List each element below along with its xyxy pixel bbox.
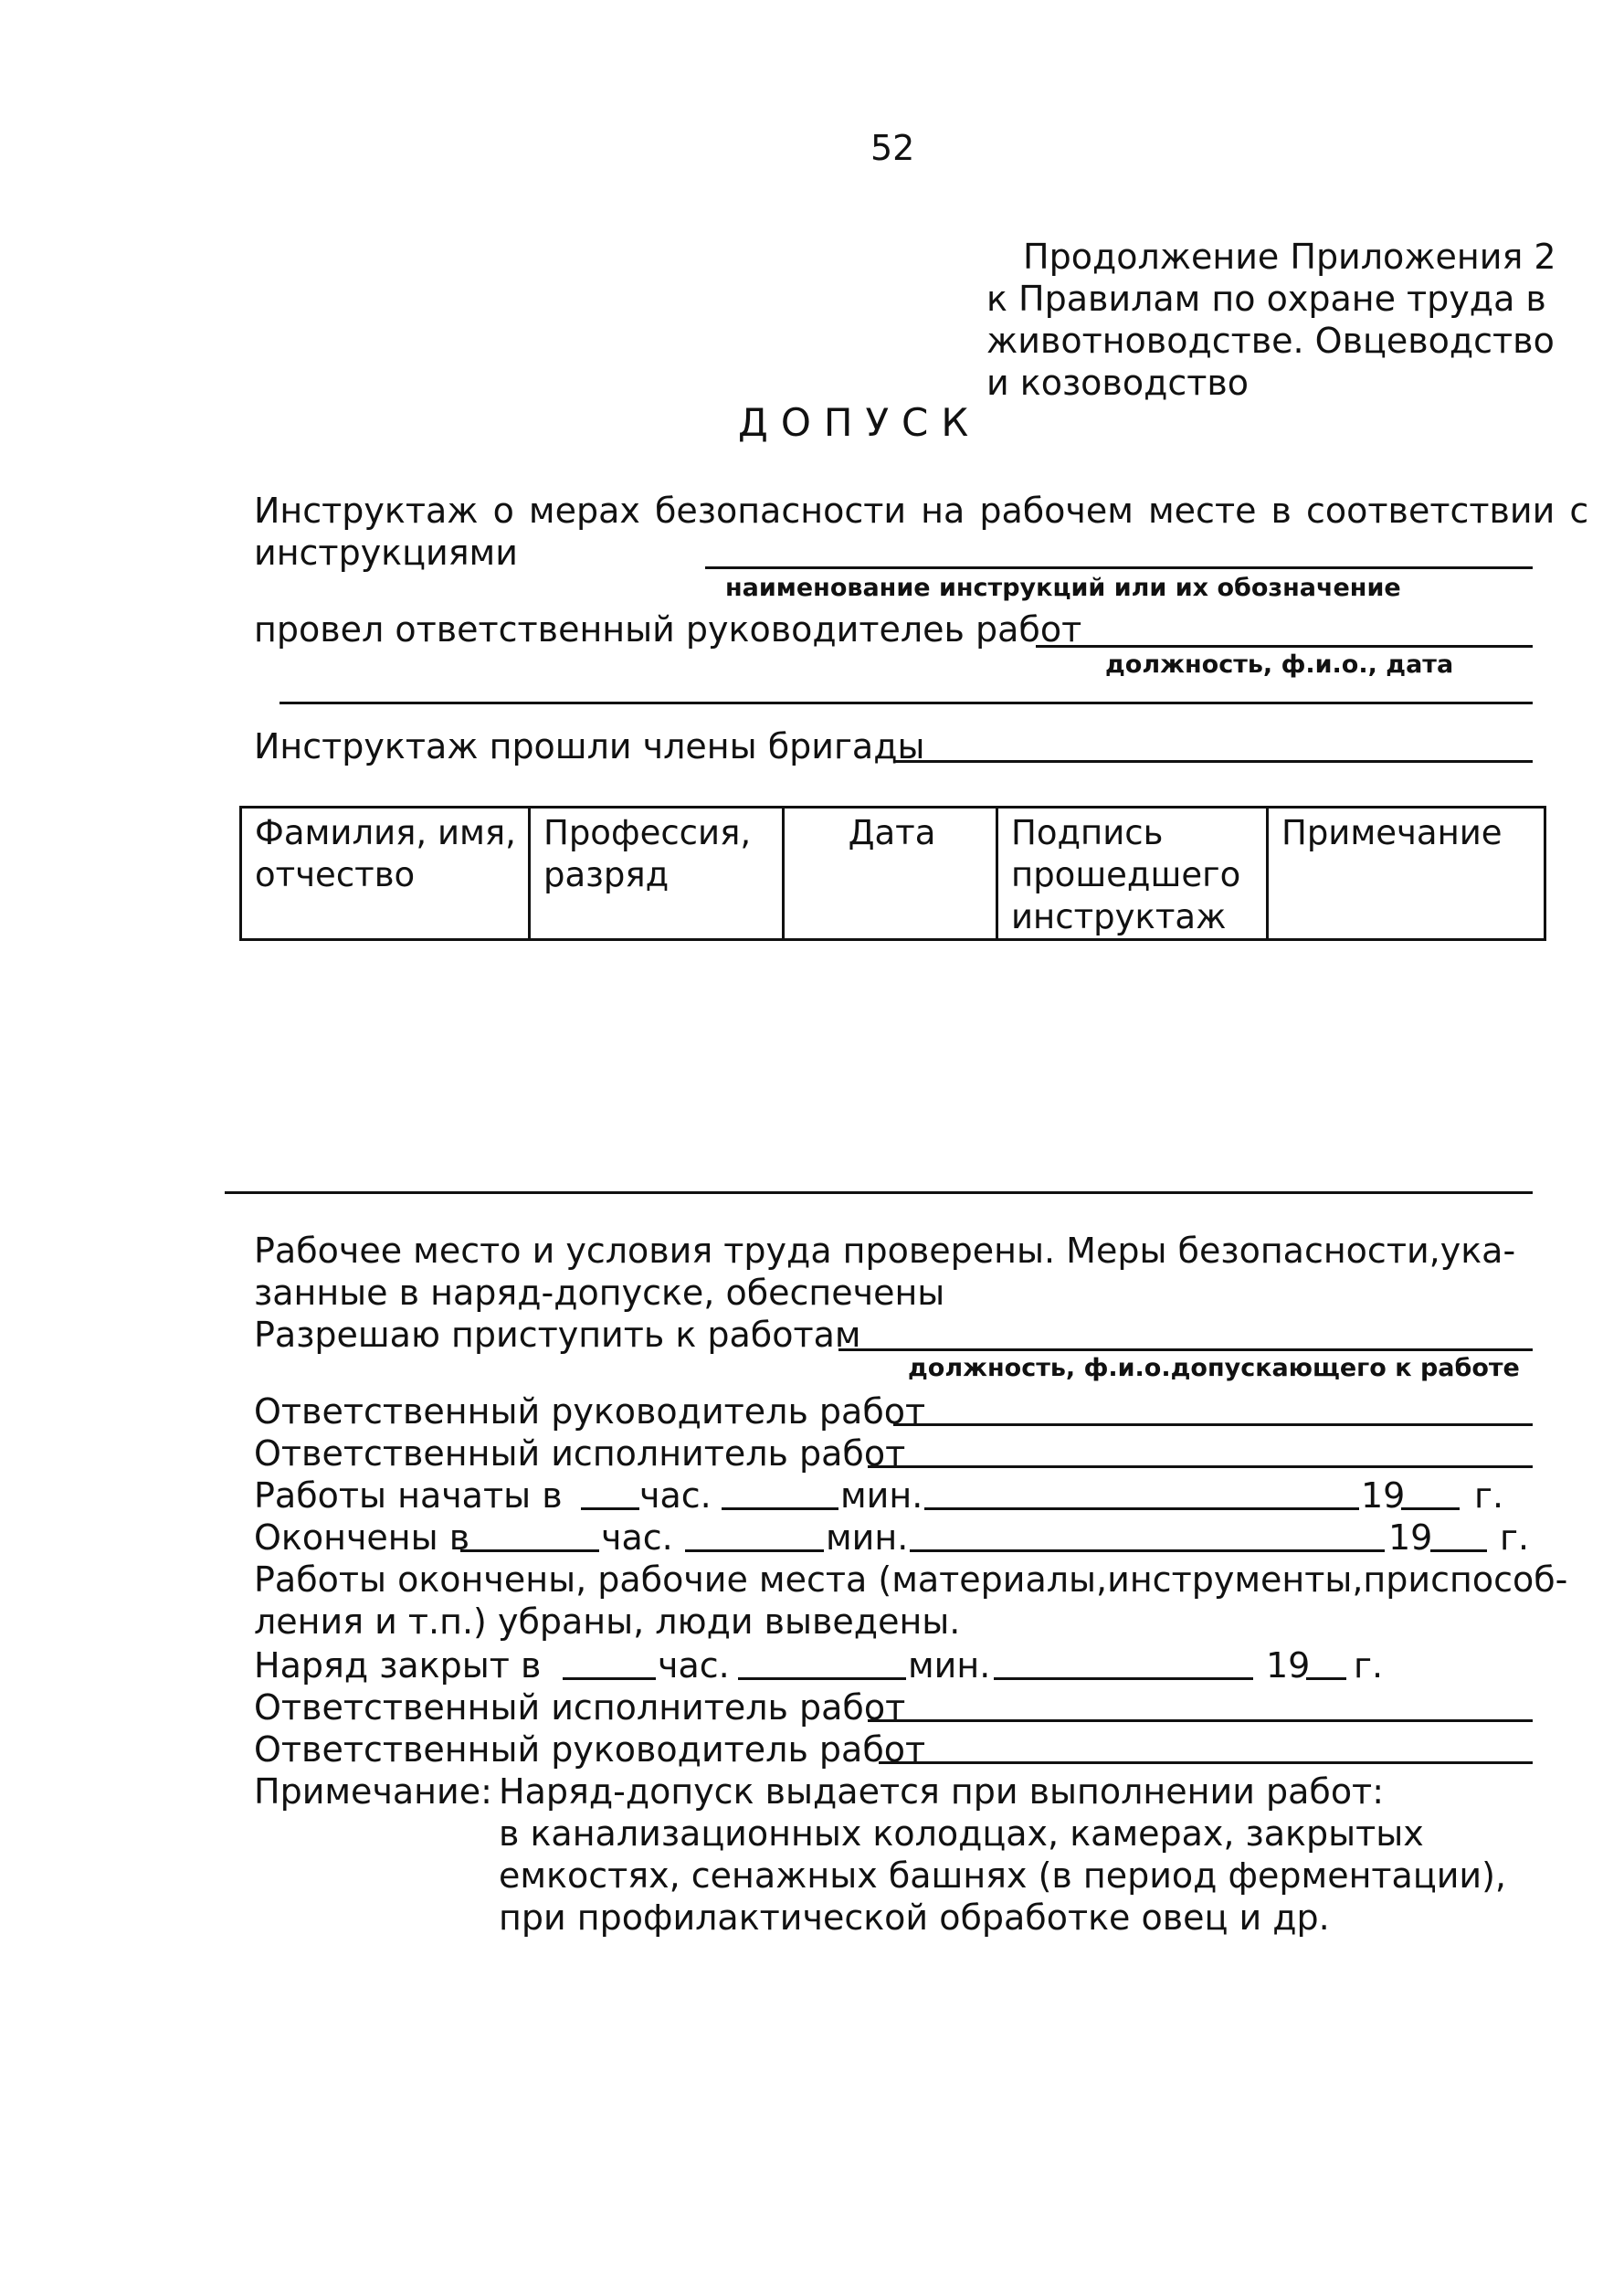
- started-year-prefix: 19: [1361, 1475, 1406, 1516]
- ended-year-suffix: г.: [1500, 1517, 1530, 1558]
- page-number: 52: [870, 128, 915, 168]
- header-date: Дата: [784, 808, 997, 940]
- caption-instructions: наименование инструкций или их обозначение: [725, 574, 1401, 602]
- note-line-2: в канализационных колодцах, камерах, закрытых: [499, 1813, 1424, 1854]
- supervisor2-fill-line[interactable]: [879, 1761, 1533, 1764]
- closed-year-suffix: г.: [1354, 1645, 1384, 1686]
- closed-label: Наряд закрыт в: [254, 1645, 542, 1686]
- started-hours-line[interactable]: [581, 1507, 639, 1510]
- caption-position: должность, ф.и.о., дата: [1105, 650, 1454, 679]
- cleaned-line-1: Работы окончены, рабочие места (материалы,инструменты,приспособ-: [254, 1559, 1568, 1600]
- document-title: ДОПУСК: [738, 400, 982, 445]
- closed-year-prefix: 19: [1266, 1645, 1311, 1686]
- note-line-4: при профилактической обработке овец и др.: [499, 1897, 1330, 1938]
- started-year-suffix: г.: [1474, 1475, 1504, 1516]
- started-minutes-label: мин.: [840, 1475, 923, 1516]
- appendix-line-1: Продолжение Приложения 2: [1023, 237, 1556, 277]
- supervisor2-label: Ответственный руководитель работ: [254, 1729, 926, 1770]
- started-year-line[interactable]: [1401, 1507, 1460, 1510]
- executor2-label: Ответственный исполнитель работ: [254, 1687, 906, 1728]
- instructions-fill-line[interactable]: [705, 566, 1533, 569]
- header-name: Фамилия, имя, отчество: [241, 808, 530, 940]
- supervisor-label: Ответственный руководитель работ: [254, 1391, 926, 1432]
- executor-label: Ответственный исполнитель работ: [254, 1433, 906, 1474]
- ended-date-line[interactable]: [910, 1549, 1385, 1552]
- supervisor-fill-line[interactable]: [893, 1423, 1533, 1426]
- header-signature: Подпись прошедшего инструктаж: [997, 808, 1268, 940]
- brigade-table: [239, 806, 1546, 941]
- header-note: Примечание: [1268, 808, 1545, 940]
- conducted-by-fill-line-2[interactable]: [279, 702, 1533, 704]
- closed-minutes-label: мин.: [908, 1645, 991, 1686]
- note-line-3: емкостях, сенажных башнях (в период ферментации),: [499, 1855, 1507, 1896]
- ended-hours-label: час.: [601, 1517, 673, 1558]
- table-header-row: [241, 808, 1545, 940]
- started-minutes-line[interactable]: [722, 1507, 838, 1510]
- conducted-by-fill-line[interactable]: [1036, 645, 1533, 648]
- ended-minutes-line[interactable]: [685, 1549, 824, 1552]
- closed-year-line[interactable]: [1306, 1677, 1346, 1680]
- conducted-by-label: провел ответственный руководителеь работ: [254, 609, 1082, 650]
- appendix-line-2: к Правилам по охране труда в: [986, 279, 1546, 319]
- executor-fill-line[interactable]: [868, 1465, 1533, 1468]
- closed-hours-line[interactable]: [563, 1677, 656, 1680]
- note-line-1: Наряд-допуск выдается при выполнении работ:: [499, 1771, 1384, 1812]
- instruction-line-2: инструкциями: [254, 533, 518, 573]
- ended-year-line[interactable]: [1430, 1549, 1487, 1552]
- started-date-line[interactable]: [924, 1507, 1359, 1510]
- allow-label: Разрешаю приступить к работам: [254, 1315, 861, 1355]
- cleaned-line-2: ления и т.п.) убраны, люди выведены.: [254, 1601, 961, 1642]
- allow-fill-line[interactable]: [838, 1348, 1533, 1351]
- ended-hours-line[interactable]: [460, 1549, 599, 1552]
- checked-line-2: занные в наряд-допуске, обеспечены: [254, 1273, 945, 1313]
- closed-date-line[interactable]: [994, 1677, 1253, 1680]
- appendix-line-3: животноводстве. Овцеводство: [986, 321, 1555, 361]
- started-hours-label: час.: [639, 1475, 712, 1516]
- instruction-line-1: Инструктаж о мерах безопасности на рабочем месте в соответствии с: [254, 491, 1589, 531]
- header-profession: Профессия, разряд: [530, 808, 784, 940]
- section-divider: [225, 1191, 1533, 1194]
- checked-line-1: Рабочее место и условия труда проверены. Меры безопасности,ука-: [254, 1231, 1516, 1271]
- ended-minutes-label: мин.: [826, 1517, 909, 1558]
- ended-year-prefix: 19: [1388, 1517, 1433, 1558]
- note-label: Примечание:: [254, 1771, 492, 1812]
- closed-minutes-line[interactable]: [738, 1677, 906, 1680]
- members-fill-line[interactable]: [893, 760, 1533, 763]
- closed-hours-label: час.: [658, 1645, 730, 1686]
- members-label: Инструктаж прошли члены бригады: [254, 726, 925, 766]
- ended-label: Окончены в: [254, 1517, 470, 1558]
- executor2-fill-line[interactable]: [868, 1719, 1533, 1722]
- appendix-line-4: и козоводство: [986, 363, 1250, 403]
- caption-admitter: должность, ф.и.о.допускающего к работе: [908, 1354, 1520, 1382]
- started-label: Работы начаты в: [254, 1475, 563, 1516]
